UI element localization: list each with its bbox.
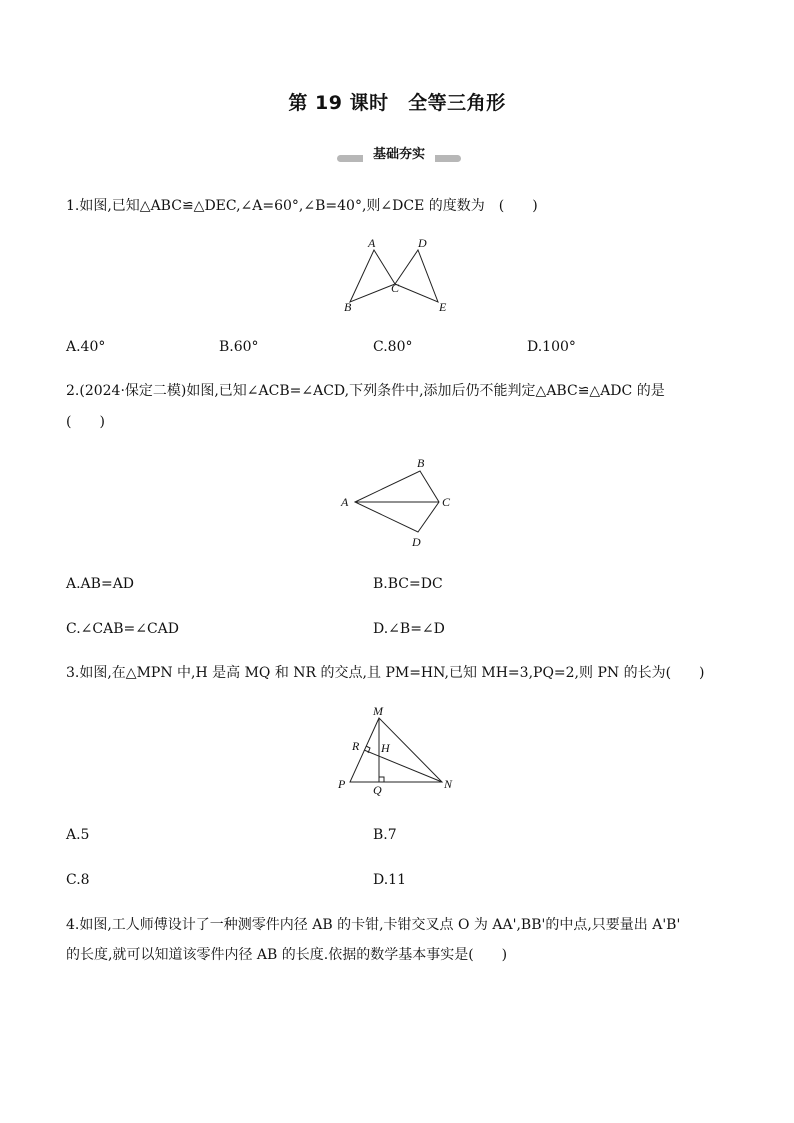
- q1-triangle-dec: [395, 250, 438, 302]
- q2-stem: 2.(2024·保定二模)如图,已知∠ACB=∠ACD,下列条件中,添加后仍不能判定△ABC≌△ADC 的是: [66, 383, 665, 399]
- section-badge: [337, 146, 461, 166]
- q1-option-b[interactable]: B.60°: [219, 339, 259, 355]
- q2-option-c[interactable]: C.∠CAB=∠CAD: [66, 621, 180, 637]
- q3-label-m: M: [373, 704, 383, 718]
- q3-option-a[interactable]: A.5: [66, 827, 90, 843]
- q1-stem: 1.如图,已知△ABC≌△DEC,∠A=60°,∠B=40°,则∠DCE 的度数为 ( ): [66, 198, 538, 214]
- q2-stem-cont: ( ): [66, 414, 105, 430]
- q4-stem-cont: 的长度,就可以知道该零件内径 AB 的长度.依据的数学基本事实是( ): [66, 947, 508, 963]
- q3-right-angle-q: [379, 777, 384, 782]
- q3-option-d[interactable]: D.11: [373, 872, 406, 888]
- q1-label-b: B: [344, 300, 352, 314]
- q3-label-h: H: [381, 741, 390, 755]
- q4-stem: 4.如图,工人师傅设计了一种测零件内径 AB 的卡钳,卡钳交叉点 O 为 AA',BB'的中点,只要量出 A'B': [66, 917, 681, 933]
- page-title: 第 19 课时 全等三角形: [288, 92, 506, 114]
- q2-figure: [335, 452, 465, 550]
- q3-label-r: R: [352, 739, 360, 753]
- q1-label-e: E: [439, 300, 447, 314]
- q2-option-b[interactable]: B.BC=DC: [373, 576, 443, 592]
- q1-option-a[interactable]: A.40°: [66, 339, 106, 355]
- q3-option-b[interactable]: B.7: [373, 827, 397, 843]
- q3-label-p: P: [338, 777, 346, 791]
- q1-option-c[interactable]: C.80°: [373, 339, 413, 355]
- q3-label-n: N: [444, 777, 453, 791]
- q3-figure: [330, 704, 465, 800]
- q3-label-q: Q: [373, 783, 382, 797]
- q2-label-d: D: [412, 535, 421, 549]
- q2-option-d[interactable]: D.∠B=∠D: [373, 621, 445, 637]
- q2-label-c: C: [442, 495, 451, 509]
- q3-triangle-mpn: [350, 718, 442, 782]
- q2-label-a: A: [341, 495, 349, 509]
- q1-triangle-abc: [350, 250, 395, 302]
- q3-altitude-nr: [364, 750, 442, 782]
- q3-option-c[interactable]: C.8: [66, 872, 90, 888]
- q1-label-a: A: [368, 236, 376, 250]
- q1-label-d: D: [418, 236, 427, 250]
- q1-option-d[interactable]: D.100°: [527, 339, 576, 355]
- section-badge-label: 基础夯实: [363, 146, 435, 164]
- q3-stem: 3.如图,在△MPN 中,H 是高 MQ 和 NR 的交点,且 PM=HN,已知 MH=3,PQ=2,则 PN 的长为( ): [66, 665, 705, 681]
- q2-label-b: B: [417, 456, 425, 470]
- q1-figure: [330, 232, 460, 316]
- q1-label-c: C: [391, 281, 400, 295]
- q2-option-a[interactable]: A.AB=AD: [66, 576, 135, 592]
